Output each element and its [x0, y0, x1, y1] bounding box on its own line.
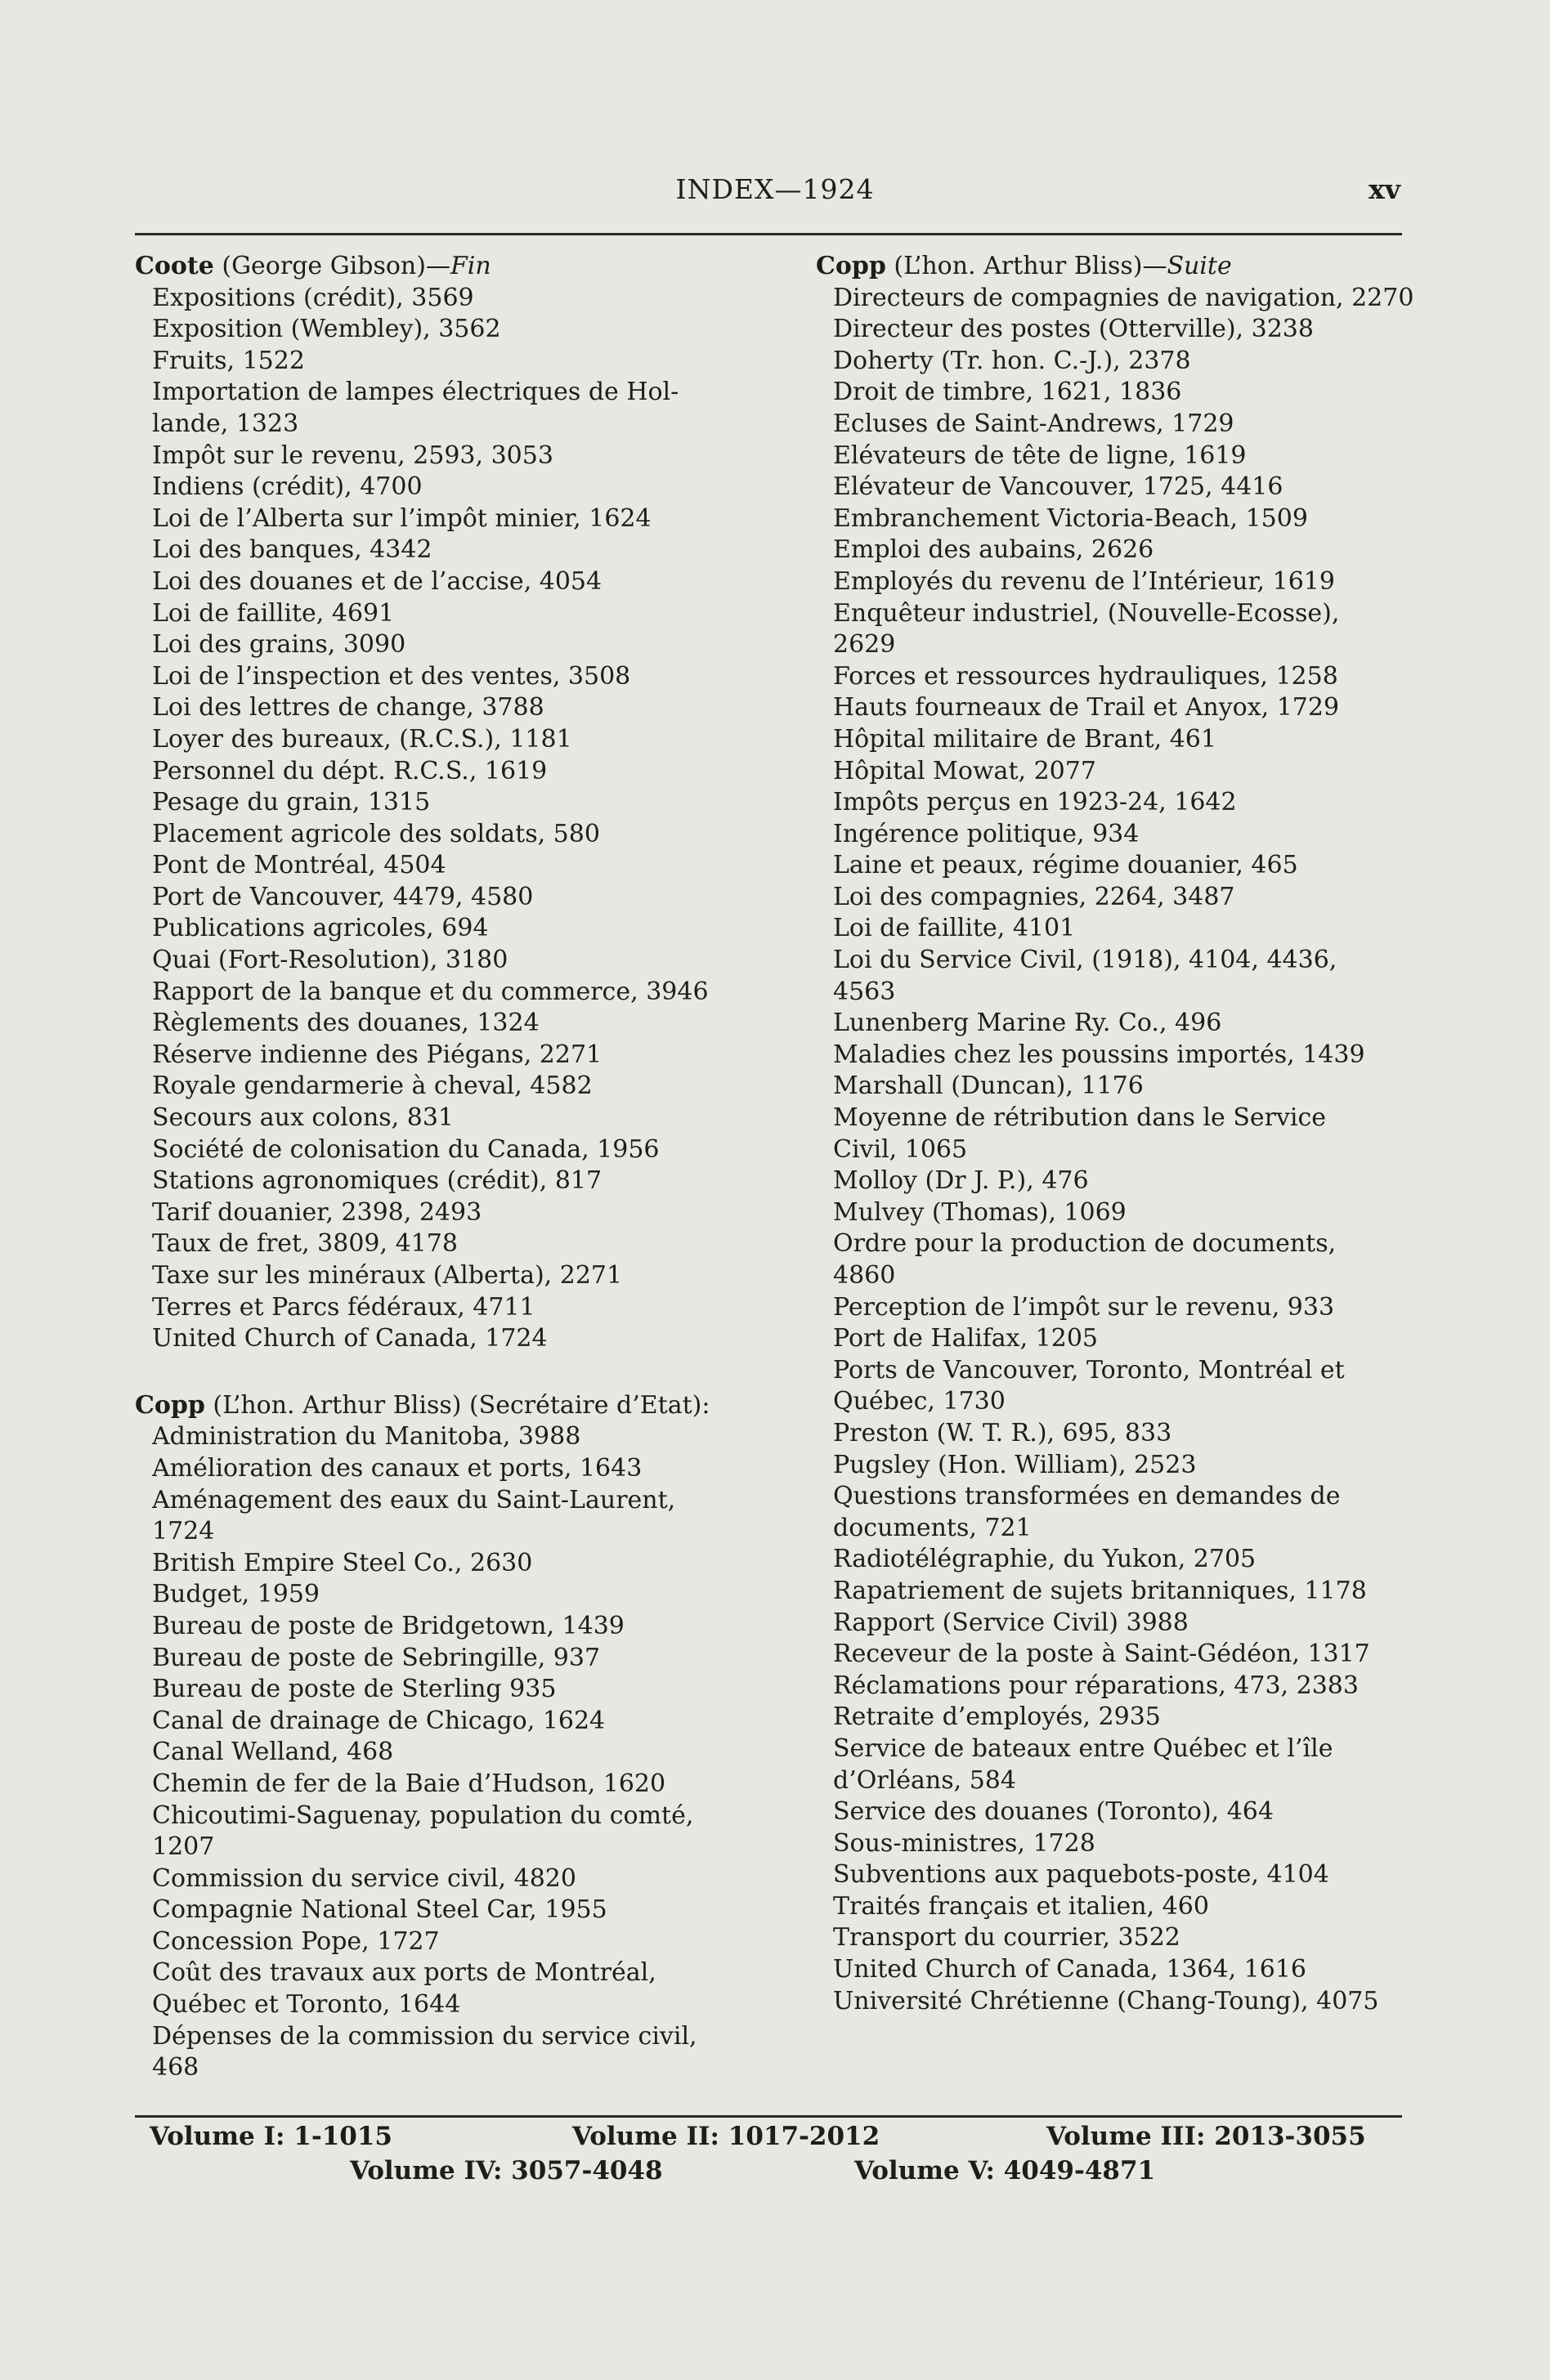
- entry-text: Loi du Service Civil, (1918), 4104, 4436,: [833, 946, 1337, 975]
- heading-italic: Suite: [1167, 252, 1232, 280]
- index-entry: [816, 1103, 1404, 1165]
- entry-continuation: 4860: [833, 1261, 896, 1290]
- entry-text: Bureau de poste de Sterling 935: [152, 1675, 557, 1704]
- entry-text: Pugsley (Hon. William), 2523: [833, 1450, 1197, 1479]
- entry-text: Publications agricoles, 694: [152, 914, 489, 943]
- entry-text: Loi des lettres de change, 3788: [152, 693, 544, 722]
- index-entry: [135, 1260, 768, 1292]
- index-entry: [816, 850, 1404, 882]
- entry-text: Ingérence politique, 934: [833, 819, 1140, 848]
- entry-text: Emploi des aubains, 2626: [833, 535, 1154, 565]
- right-column: [816, 251, 1414, 2017]
- entry-text: Amélioration des canaux et ports, 1643: [152, 1453, 643, 1483]
- index-entry: [135, 1165, 768, 1197]
- index-entry: [816, 945, 1404, 1008]
- index-entry: [816, 598, 1404, 661]
- volume-4-range: Volume IV: 3057-4048: [350, 2156, 663, 2185]
- entry-text: Doherty (Tr. hon. C.-J.), 2378: [833, 346, 1191, 375]
- index-entry: [816, 787, 1404, 819]
- entry-text: Service de bateaux entre Québec et l’île: [833, 1734, 1333, 1763]
- entry-continuation: 4563: [833, 977, 896, 1006]
- index-entry: [135, 1134, 768, 1166]
- entry-text: Embranchement Victoria-Beach, 1509: [833, 503, 1308, 533]
- index-entry: [135, 1008, 768, 1040]
- index-entry: [135, 629, 768, 661]
- index-entry: [816, 566, 1404, 598]
- entry-text: Société de colonisation du Canada, 1956: [152, 1134, 660, 1164]
- entry-text: Questions transformées en demandes de: [833, 1482, 1341, 1511]
- entry-text: Bureau de poste de Sebringille, 937: [152, 1643, 601, 1672]
- index-entry: [816, 1702, 1404, 1734]
- entry-text: Hôpital militaire de Brant, 461: [833, 724, 1216, 754]
- index-entry: [816, 661, 1404, 693]
- entry-text: Quai (Fort-Resolution), 3180: [152, 946, 508, 975]
- entry-text: Employés du revenu de l’Intérieur, 1619: [833, 566, 1335, 596]
- entry-text: Laine et peaux, régime douanier, 465: [833, 851, 1298, 880]
- entry-text: Traités français et italien, 460: [833, 1891, 1209, 1921]
- entry-text: Taux de fret, 3809, 4178: [152, 1229, 458, 1259]
- entry-text: British Empire Steel Co., 2630: [152, 1548, 533, 1577]
- heading-text: (L’hon. Arthur Bliss)—: [885, 252, 1167, 280]
- entry-text: Canal Welland, 468: [152, 1738, 394, 1767]
- index-entry: [135, 1674, 768, 1706]
- index-entry: [816, 692, 1404, 724]
- index-entry: [135, 1737, 768, 1769]
- index-entry: [816, 1228, 1404, 1291]
- entry-text: Rapport de la banque et du commerce, 3946: [152, 977, 709, 1006]
- index-entry: [135, 945, 768, 977]
- index-entry: [135, 1421, 768, 1453]
- entry-text: Aménagement des eaux du Saint-Laurent,: [152, 1485, 676, 1514]
- index-entry: [135, 1197, 768, 1229]
- entry-text: Perception de l’impôt sur le revenu, 933: [833, 1292, 1335, 1322]
- entry-text: Elévateur de Vancouver, 1725, 4416: [833, 472, 1283, 502]
- index-entry: [135, 566, 768, 598]
- entry-text: Rapport (Service Civil) 3988: [833, 1608, 1189, 1637]
- entry-text: Ecluses de Saint-Andrews, 1729: [833, 409, 1234, 438]
- heading-name: Copp: [135, 1390, 205, 1420]
- index-entry: [816, 441, 1404, 472]
- entry-text: Loi des douanes et de l’accise, 4054: [152, 566, 603, 596]
- index-entry: [816, 1639, 1404, 1671]
- index-entry: [135, 1103, 768, 1134]
- entry-text: Forces et ressources hydrauliques, 1258: [833, 661, 1338, 691]
- entry-text: Coût des travaux aux ports de Montréal,: [152, 1958, 656, 1988]
- index-entry: [816, 472, 1404, 503]
- index-entry: [135, 1611, 768, 1643]
- entry-text: Port de Halifax, 1205: [833, 1324, 1099, 1353]
- index-entry: [816, 409, 1404, 441]
- index-entry: [135, 692, 768, 724]
- entry-text: Transport du courrier, 3522: [833, 1923, 1180, 1953]
- index-entry: [816, 1796, 1404, 1828]
- index-entry: [816, 756, 1404, 788]
- index-entry: [816, 1954, 1404, 1986]
- entry-text: Impôts perçus en 1923-24, 1642: [833, 788, 1237, 817]
- entry-text: Droit de timbre, 1621, 1836: [833, 378, 1182, 407]
- entry-text: Dépenses de la commission du service civil,: [152, 2021, 697, 2051]
- index-entry: [816, 377, 1404, 409]
- entry-text: Bureau de poste de Bridgetown, 1439: [152, 1611, 625, 1640]
- index-entry: [135, 913, 768, 945]
- entry-continuation: Civil, 1065: [833, 1134, 968, 1164]
- index-entry: [816, 1671, 1404, 1702]
- entry-text: Expositions (crédit), 3569: [152, 283, 474, 312]
- running-title: INDEX—1924: [675, 173, 875, 205]
- entry-text: Mulvey (Thomas), 1069: [833, 1197, 1127, 1227]
- volume-3-range: Volume III: 2013-3055: [1046, 2122, 1366, 2151]
- entry-continuation: 1207: [152, 1832, 215, 1862]
- header-rule: [135, 233, 1402, 235]
- entry-text: Loi de faillite, 4101: [833, 914, 1076, 943]
- index-entry: [816, 1040, 1404, 1071]
- index-heading: [135, 1390, 768, 1422]
- entry-text: Loi des compagnies, 2264, 3487: [833, 882, 1235, 911]
- entry-text: Receveur de la poste à Saint-Gédéon, 1317: [833, 1640, 1370, 1669]
- index-entry: [816, 1008, 1404, 1040]
- index-entry: [816, 1071, 1404, 1103]
- entry-text: Enquêteur industriel, (Nouvelle-Ecosse),: [833, 598, 1340, 628]
- entry-text: Ports de Vancouver, Toronto, Montréal et: [833, 1355, 1345, 1385]
- index-entry: [816, 1544, 1404, 1576]
- index-entry: [135, 724, 768, 756]
- entry-text: Molloy (Dr J. P.), 476: [833, 1166, 1089, 1196]
- entry-text: Tarif douanier, 2398, 2493: [152, 1197, 482, 1227]
- index-entry: [135, 1643, 768, 1675]
- entry-continuation: d’Orléans, 584: [833, 1765, 1016, 1795]
- index-entry: [135, 1292, 768, 1324]
- index-entry: [135, 1323, 768, 1355]
- index-entry: [135, 661, 768, 693]
- index-entry: [135, 598, 768, 630]
- index-entry: [816, 819, 1404, 851]
- heading-text: (George Gibson)—: [213, 252, 450, 280]
- index-entry: [816, 346, 1404, 378]
- entry-list: [816, 283, 1414, 2018]
- page-number: xv: [1369, 173, 1400, 205]
- index-entry: [135, 977, 768, 1009]
- index-heading: [135, 251, 768, 283]
- entry-text: Commission du service civil, 4820: [152, 1863, 576, 1893]
- index-entry: [816, 913, 1404, 945]
- entry-text: Réserve indienne des Piégans, 2271: [152, 1040, 603, 1069]
- entry-continuation: 468: [152, 2053, 199, 2082]
- entry-text: Sous-ministres, 1728: [833, 1828, 1095, 1858]
- index-entry: [135, 535, 768, 566]
- entry-text: Directeurs de compagnies de navigation, 2270: [833, 283, 1414, 312]
- index-heading: [816, 251, 1404, 283]
- index-entry: [135, 819, 768, 851]
- index-entry: [816, 1450, 1404, 1482]
- entry-text: Compagnie National Steel Car, 1955: [152, 1895, 607, 1925]
- index-entry: [135, 441, 768, 472]
- index-entry: [135, 2021, 768, 2084]
- heading-italic: Fin: [450, 252, 491, 280]
- page-header: [0, 173, 1550, 214]
- index-entry: [135, 882, 768, 914]
- index-entry: [135, 1926, 768, 1958]
- entry-text: Taxe sur les minéraux (Alberta), 2271: [152, 1261, 623, 1290]
- entry-continuation: 2629: [833, 630, 896, 660]
- entry-text: Indiens (crédit), 4700: [152, 472, 423, 502]
- entry-text: Université Chrétienne (Chang-Toung), 4075: [833, 1986, 1379, 2015]
- heading-text: (L’hon. Arthur Bliss) (Secrétaire d’Etat):: [204, 1390, 710, 1420]
- entry-list: [135, 283, 768, 1355]
- index-entry: [816, 503, 1404, 535]
- entry-text: Personnel du dépt. R.C.S., 1619: [152, 756, 548, 785]
- index-entry: [135, 377, 768, 440]
- index-entry: [135, 314, 768, 346]
- index-entry: [816, 1576, 1404, 1608]
- index-entry: [816, 1355, 1404, 1418]
- entry-text: Retraite d’employés, 2935: [833, 1702, 1161, 1732]
- index-entry: [135, 1071, 768, 1103]
- entry-continuation: 1724: [152, 1517, 215, 1546]
- index-entry: [816, 1734, 1404, 1796]
- entry-text: Preston (W. T. R.), 695, 833: [833, 1418, 1172, 1447]
- index-entry: [816, 535, 1404, 566]
- entry-text: Terres et Parcs fédéraux, 4711: [152, 1292, 535, 1322]
- index-entry: [135, 1485, 768, 1548]
- index-entry: [135, 1895, 768, 1926]
- entry-text: Moyenne de rétribution dans le Service: [833, 1103, 1327, 1133]
- index-entry: [816, 1922, 1404, 1954]
- index-entry: [135, 756, 768, 788]
- entry-text: Budget, 1959: [152, 1580, 320, 1609]
- index-entry: [135, 787, 768, 819]
- volume-1-range: Volume I: 1-1015: [150, 2122, 392, 2151]
- entry-text: Loi des banques, 4342: [152, 535, 432, 565]
- entry-text: Fruits, 1522: [152, 346, 305, 375]
- index-entry: [816, 314, 1404, 346]
- index-entry: [816, 1986, 1404, 2018]
- entry-text: Exposition (Wembley), 3562: [152, 315, 501, 344]
- index-entry: [816, 1891, 1404, 1923]
- entry-text: Loi de l’Alberta sur l’impôt minier, 1624: [152, 503, 652, 533]
- entry-text: Subventions aux paquebots-poste, 4104: [833, 1860, 1329, 1890]
- entry-text: Pesage du grain, 1315: [152, 788, 431, 817]
- entry-text: Hôpital Mowat, 2077: [833, 756, 1096, 785]
- index-entry: [135, 1040, 768, 1071]
- entry-text: United Church of Canada, 1364, 1616: [833, 1955, 1307, 1984]
- entry-continuation: Québec et Toronto, 1644: [152, 1990, 461, 2020]
- entry-list: [135, 1421, 768, 2083]
- left-column: [135, 251, 768, 2084]
- index-entry: [135, 1453, 768, 1485]
- index-entry: [135, 1548, 768, 1580]
- index-entry: [135, 1579, 768, 1611]
- index-entry: [816, 283, 1414, 315]
- heading-name: Coote: [135, 252, 214, 280]
- index-entry: [135, 346, 768, 378]
- entry-text: Radiotélégraphie, du Yukon, 2705: [833, 1545, 1257, 1574]
- footer-rule: [135, 2115, 1402, 2118]
- index-entry: [816, 724, 1404, 756]
- index-entry: [135, 1957, 768, 2020]
- section-gap: [135, 1355, 768, 1390]
- entry-text: Directeur des postes (Otterville), 3238: [833, 315, 1314, 344]
- entry-text: Loi de faillite, 4691: [152, 598, 395, 628]
- entry-text: Port de Vancouver, 4479, 4580: [152, 882, 534, 911]
- entry-continuation: documents, 721: [833, 1513, 1032, 1542]
- index-entry: [816, 1859, 1404, 1891]
- entry-text: Maladies chez les poussins importés, 1439: [833, 1040, 1365, 1069]
- index-entry: [816, 1292, 1404, 1324]
- entry-text: Chicoutimi-Saguenay, population du comté,: [152, 1801, 694, 1830]
- entry-continuation: Québec, 1730: [833, 1387, 1006, 1416]
- index-entry: [135, 850, 768, 882]
- index-entry: [135, 503, 768, 535]
- entry-text: Concession Pope, 1727: [152, 1926, 440, 1956]
- index-entry: [816, 882, 1404, 914]
- entry-text: Secours aux colons, 831: [152, 1103, 454, 1133]
- index-entry: [816, 1608, 1404, 1640]
- entry-text: Loi des grains, 3090: [152, 630, 406, 660]
- index-entry: [135, 283, 768, 315]
- entry-text: Marshall (Duncan), 1176: [833, 1071, 1144, 1101]
- index-entry: [135, 1228, 768, 1260]
- entry-text: Lunenberg Marine Ry. Co., 496: [833, 1009, 1222, 1038]
- index-entry: [816, 1481, 1404, 1544]
- entry-text: Service des douanes (Toronto), 464: [833, 1797, 1274, 1827]
- index-entry: [135, 1863, 768, 1895]
- index-entry: [135, 1801, 768, 1863]
- index-entry: [135, 472, 768, 503]
- entry-text: Loyer des bureaux, (R.C.S.), 1181: [152, 724, 572, 754]
- entry-text: Loi de l’inspection et des ventes, 3508: [152, 661, 631, 691]
- volume-2-range: Volume II: 1017-2012: [572, 2122, 880, 2151]
- index-entry: [816, 1418, 1404, 1450]
- heading-name: Copp: [816, 252, 886, 280]
- entry-text: Impôt sur le revenu, 2593, 3053: [152, 441, 553, 470]
- index-entry: [816, 1165, 1404, 1197]
- entry-text: Règlements des douanes, 1324: [152, 1009, 540, 1038]
- entry-text: Royale gendarmerie à cheval, 4582: [152, 1071, 593, 1101]
- entry-text: Ordre pour la production de documents,: [833, 1229, 1337, 1259]
- volume-5-range: Volume V: 4049-4871: [854, 2156, 1156, 2185]
- entry-text: Importation de lampes électriques de Hol-: [152, 378, 679, 407]
- entry-text: Administration du Manitoba, 3988: [152, 1422, 581, 1452]
- entry-text: Pont de Montréal, 4504: [152, 851, 446, 880]
- entry-text: Elévateurs de tête de ligne, 1619: [833, 441, 1247, 470]
- index-entry: [816, 1197, 1404, 1229]
- entry-text: Canal de drainage de Chicago, 1624: [152, 1706, 606, 1735]
- index-entry: [135, 1706, 768, 1738]
- entry-continuation: lande, 1323: [152, 409, 299, 438]
- entry-text: Stations agronomiques (crédit), 817: [152, 1166, 603, 1196]
- entry-text: Hauts fourneaux de Trail et Anyox, 1729: [833, 693, 1340, 722]
- index-entry: [135, 1769, 768, 1801]
- index-entry: [816, 1828, 1404, 1860]
- entry-text: Chemin de fer de la Baie d’Hudson, 1620: [152, 1769, 666, 1798]
- index-entry: [816, 1323, 1404, 1355]
- entry-text: Placement agricole des soldats, 580: [152, 819, 600, 848]
- entry-text: Rapatriement de sujets britanniques, 1178: [833, 1576, 1367, 1605]
- entry-text: Réclamations pour réparations, 473, 2383: [833, 1671, 1359, 1700]
- entry-text: United Church of Canada, 1724: [152, 1324, 548, 1353]
